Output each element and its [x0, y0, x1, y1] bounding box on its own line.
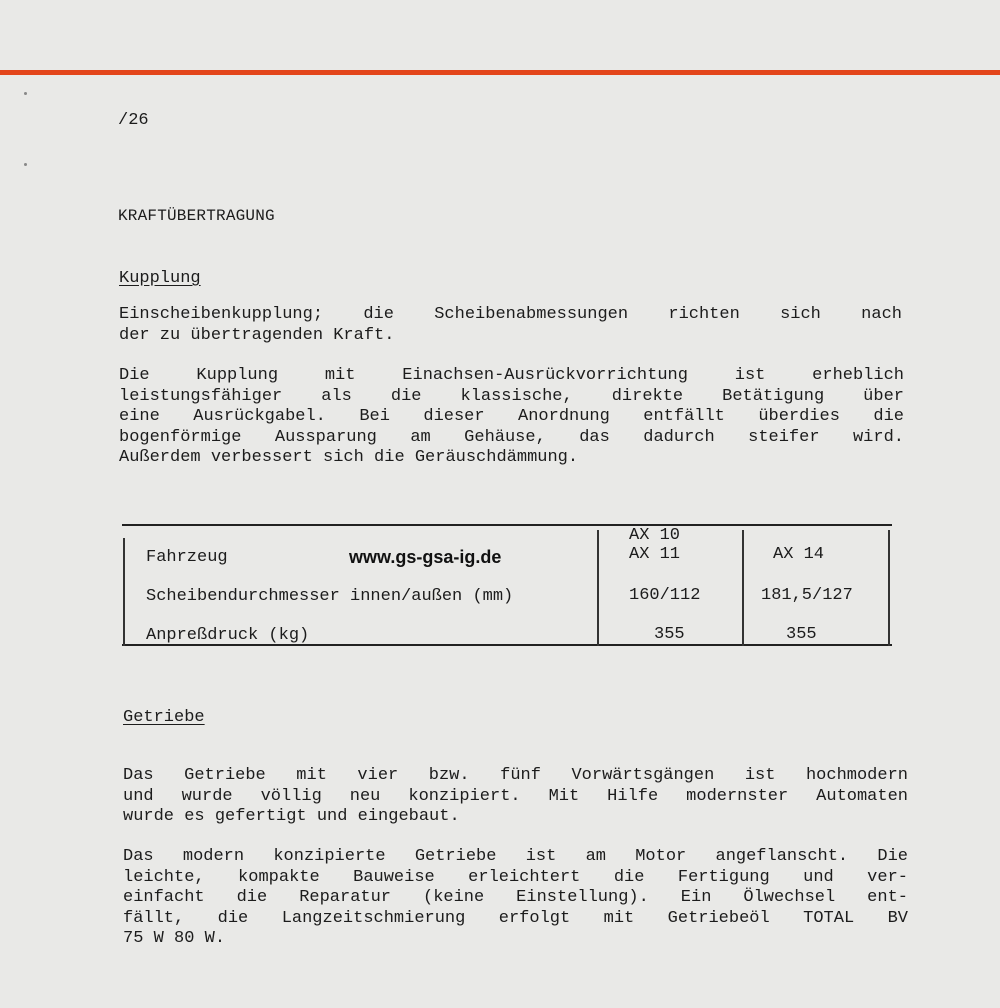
table-col-divider: [742, 530, 744, 646]
text-line: Außerdem verbessert sich die Geräuschdämmung.: [119, 448, 579, 467]
kupplung-heading: Kupplung: [119, 269, 201, 288]
text-line: Das Getriebe mit vier bzw. fünf Vorwärtsgängen ist hochmodern: [123, 766, 908, 785]
table-cell: 355: [786, 625, 817, 644]
table-row-label: Anpreßdruck (kg): [146, 626, 310, 645]
text-line: leichte, kompakte Bauweise erleichtert die Fertigung und ver-: [123, 867, 908, 887]
table-cell: 160/112: [629, 586, 701, 605]
kupplung-paragraph-1: [119, 305, 902, 346]
text-line: leistungsfähiger als die klassische, direkte Betätigung über: [119, 386, 904, 406]
kupplung-paragraph-2: [119, 366, 904, 469]
text-line: und wurde völlig neu konzipiert. Mit Hilfe modernster Automaten: [123, 786, 908, 806]
table-cell: 181,5/127: [761, 586, 853, 605]
page-number: /26: [118, 111, 149, 130]
table-row-label: Scheibendurchmesser innen/außen (mm): [146, 587, 514, 606]
text-line: wurde es gefertigt und eingebaut.: [123, 807, 460, 826]
text-line: Das modern konzipierte Getriebe ist am Motor angeflanscht. Die: [123, 847, 908, 866]
table-header-ax11: AX 11: [629, 545, 681, 564]
table-top-rule: [122, 524, 892, 526]
header-rule: [0, 70, 1000, 75]
text-line: fällt, die Langzeitschmierung erfolgt mit Getriebeöl TOTAL BV: [123, 908, 908, 928]
scan-speck: [24, 92, 27, 95]
scan-speck: [24, 163, 27, 166]
table-cell: 355: [654, 625, 685, 644]
text-line: eine Ausrückgabel. Bei dieser Anordnung entfällt überdies die: [119, 407, 904, 426]
table-header-ax10: AX 10: [629, 526, 681, 545]
text-line: bogenförmige Aussparung am Gehäuse, das dadurch steifer wird.: [119, 427, 904, 447]
table-header-ax14: AX 14: [773, 545, 825, 564]
getriebe-heading: Getriebe: [123, 708, 205, 727]
text-line: Die Kupplung mit Einachsen-Ausrückvorrichtung ist erheblich: [119, 366, 904, 385]
table-header-vehicle: Fahrzeug: [146, 548, 228, 567]
table-col-divider: [597, 530, 599, 646]
section-title: KRAFTÜBERTRAGUNG: [118, 207, 275, 225]
website-watermark: www.gs-gsa-ig.de: [349, 547, 502, 567]
table-left-border: [123, 538, 125, 646]
getriebe-paragraph-1: [123, 766, 908, 828]
getriebe-paragraph-2: [123, 847, 908, 950]
text-line: der zu übertragenden Kraft.: [119, 325, 395, 345]
text-line: einfacht die Reparatur (keine Einstellung). Ein Ölwechsel ent-: [123, 888, 908, 907]
table-right-border: [888, 530, 890, 646]
text-line: Einscheibenkupplung; die Scheibenabmessungen richten sich nach: [119, 305, 902, 324]
text-line: 75 W 80 W.: [123, 929, 226, 948]
